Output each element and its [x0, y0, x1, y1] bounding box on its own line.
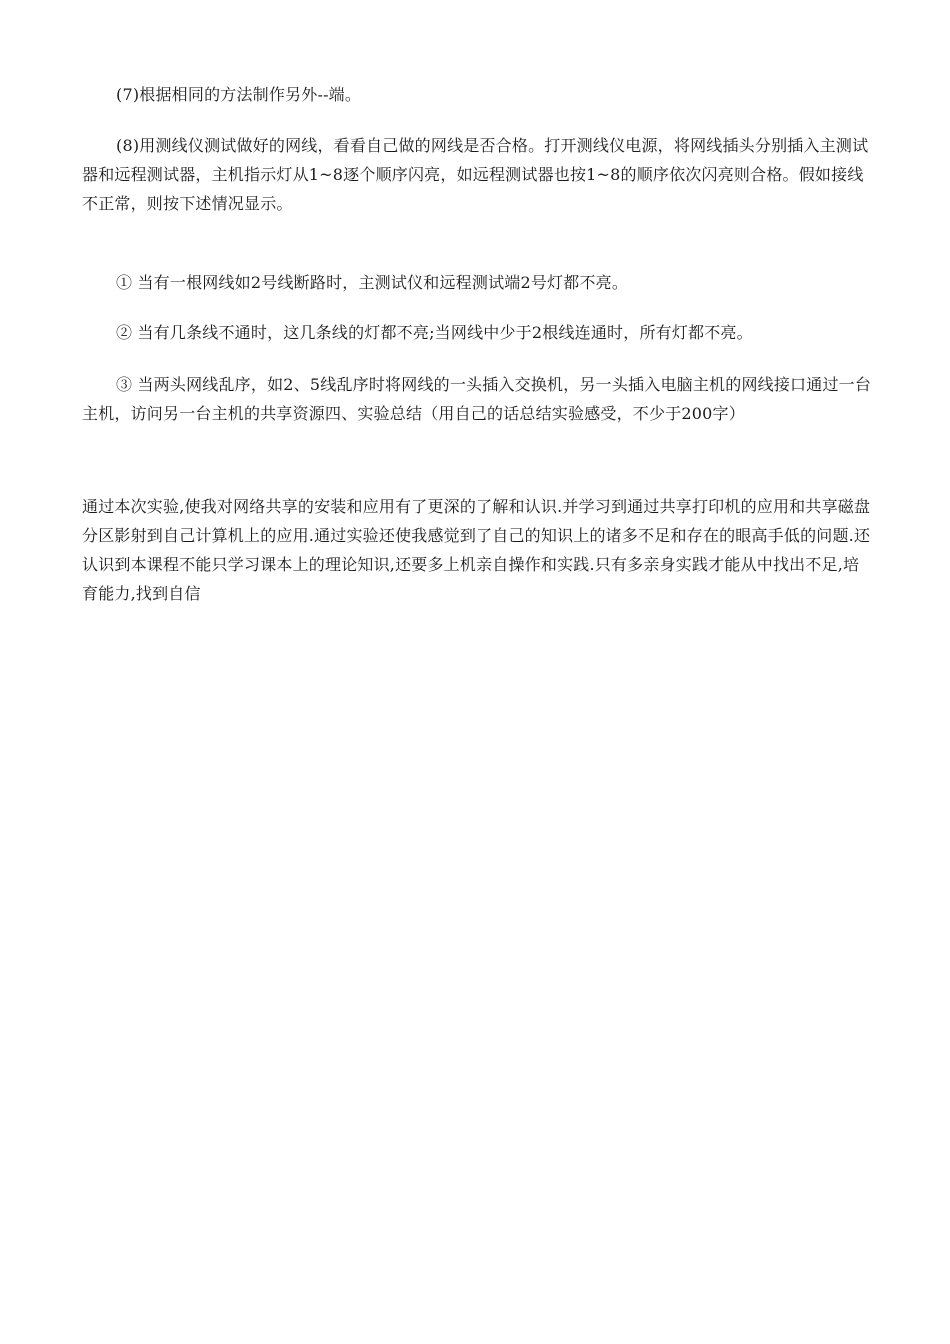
paragraph-step-7: (7)根据相同的方法制作另外--端。	[116, 85, 362, 104]
paragraph-case-3: ③ 当两头网线乱序，如2、5线乱序时将网线的一头插入交换机，另一头插入电脑主机的网线接口通过一台主机，访问另一台主机的共享资源四、实验总结（用自己的话总结实验感受，不少于200字）	[82, 375, 872, 423]
paragraph-case-2: ② 当有几条线不通时，这几条线的灯都不亮;当网线中少于2根线连通时，所有灯都不亮。	[116, 323, 753, 342]
paragraph-case-1: ① 当有一根网线如2号线断路时，主测试仪和远程测试端2号灯都不亮。	[116, 273, 629, 292]
paragraph-step-8: (8)用测线仪测试做好的网线，看看自己做的网线是否合格。打开测线仪电源，将网线插头分别插入主测试器和远程测试器，主机指示灯从1~8逐个顺序闪亮，如远程测试器也按1~8的顺序依次闪亮则合格。假如接线不正常，则按下述情况显示。	[82, 136, 869, 213]
paragraph-summary: 通过本次实验,使我对网络共享的安装和应用有了更深的了解和认识.并学习到通过共享打印机的应用和共享磁盘分区影射到自己计算机上的应用.通过实验还使我感觉到了自己的知识上的诸多不足和存在的眼高手低的问题.还认识到本课程不能只学习课本上的理论知识,还要多上机亲自操作和实践.只有多亲身实践才能从中找出不足,培育能力,找到自信	[82, 497, 871, 603]
